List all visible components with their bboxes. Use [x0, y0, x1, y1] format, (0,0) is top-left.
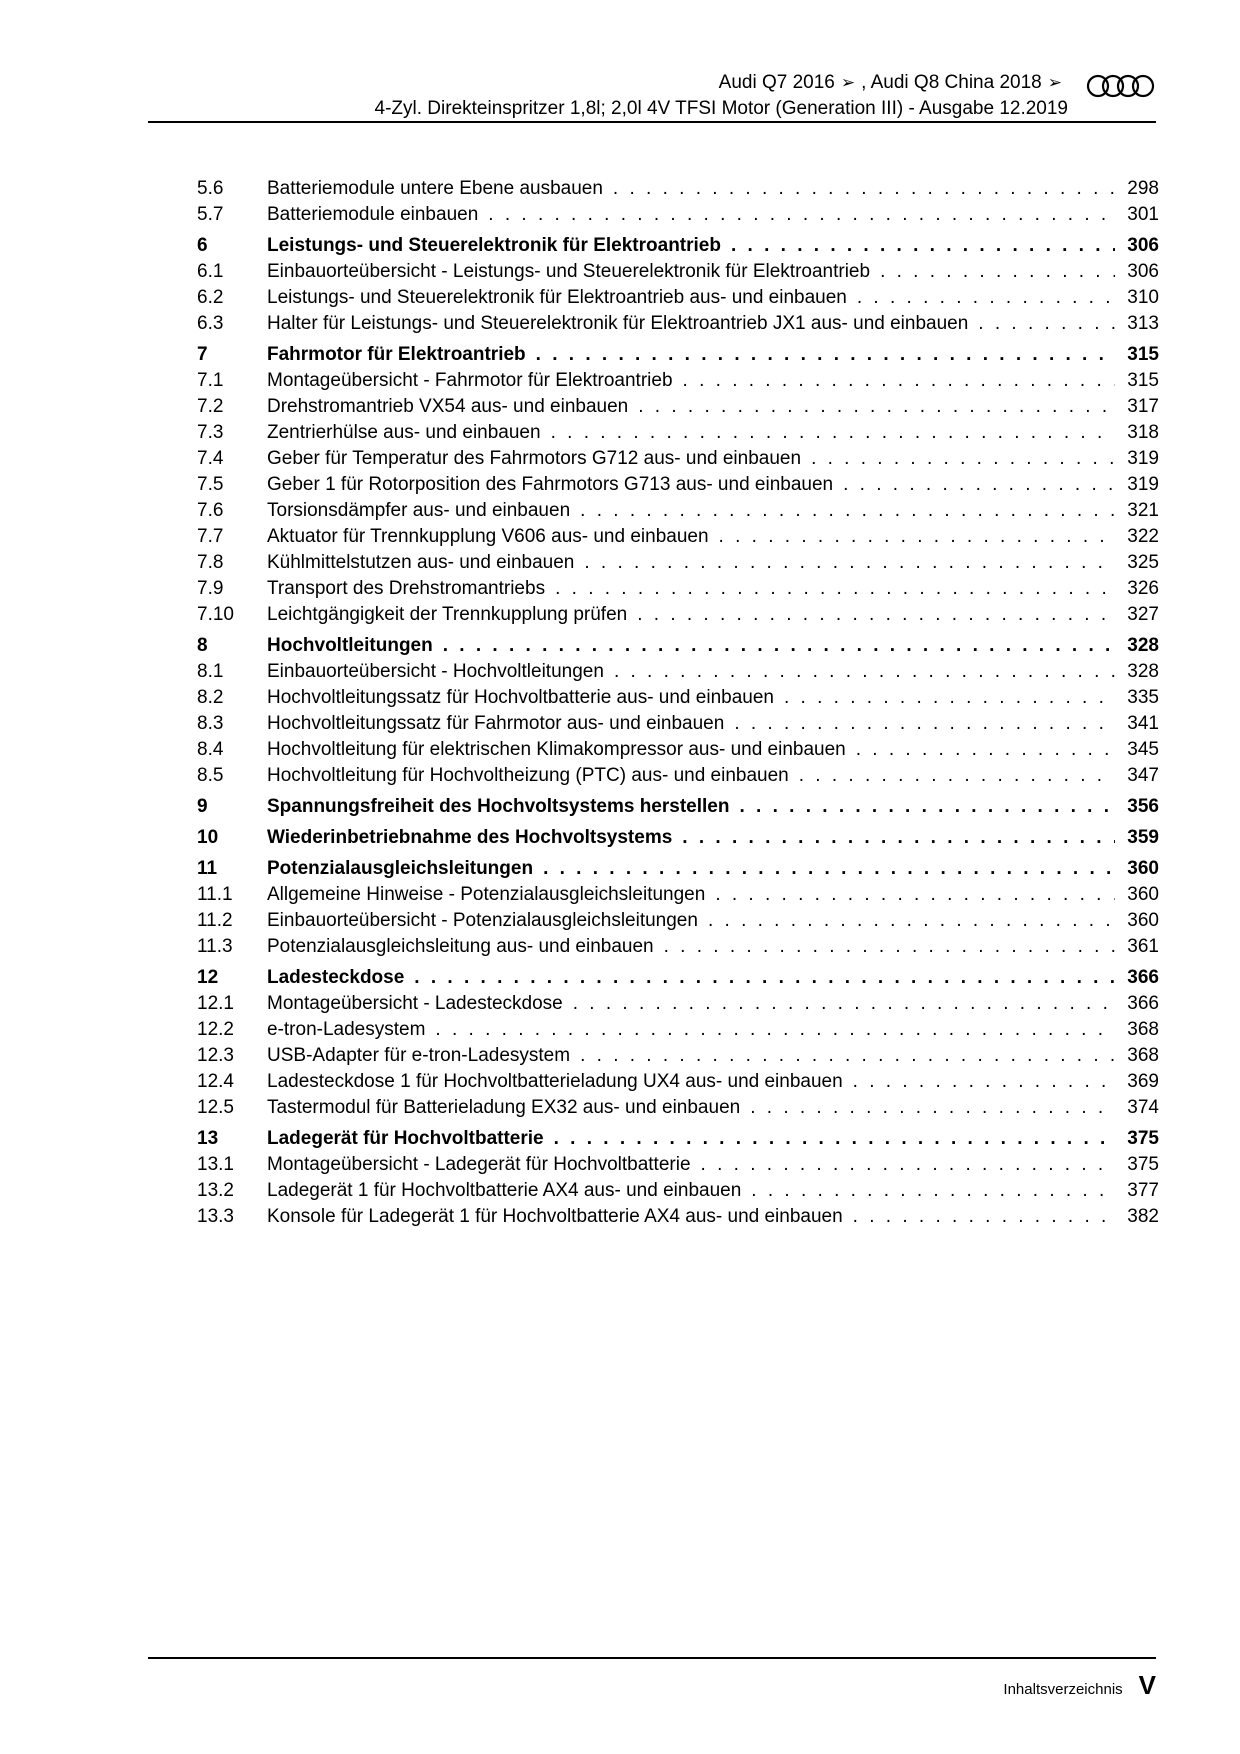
toc-dot-leader	[784, 685, 1115, 711]
toc-entry-number: 7.3	[197, 422, 224, 443]
toc-entry-page: 382	[1127, 1206, 1159, 1227]
toc-entry-title: Geber 1 für Rotorposition des Fahrmotors G713 aus- und einbauen	[267, 474, 834, 495]
toc-entry-page: 360	[1127, 910, 1159, 931]
toc-entry-title: Geber für Temperatur des Fahrmotors G712 aus- und einbauen	[267, 448, 802, 469]
toc-entry-page: 366	[1127, 993, 1159, 1014]
toc-entry-page: 306	[1127, 235, 1159, 256]
toc-entry-title: Kühlmittelstutzen aus- und einbauen	[267, 552, 575, 573]
toc-entry-number: 7.6	[197, 500, 224, 521]
toc-entry-title: Wiederinbetriebnahme des Hochvoltsystems	[267, 827, 673, 848]
toc-entry-number: 12.1	[197, 993, 234, 1014]
audi-rings-logo-icon	[1086, 74, 1156, 98]
toc-entry-row[interactable]	[197, 202, 1159, 228]
toc-entry-title: Torsionsdämpfer aus- und einbauen	[267, 500, 571, 521]
toc-entry-row[interactable]	[197, 446, 1159, 472]
toc-dot-leader	[543, 856, 1115, 882]
toc-entry-page: 366	[1127, 967, 1159, 988]
toc-entry-page: 360	[1127, 858, 1159, 879]
toc-entry-row[interactable]	[197, 737, 1159, 763]
toc-entry-page: 328	[1127, 661, 1159, 682]
arrow-icon: ➢	[840, 73, 856, 92]
toc-dot-leader	[701, 1152, 1115, 1178]
toc-entry-number: 7.9	[197, 578, 224, 599]
toc-dot-leader	[734, 711, 1115, 737]
toc-entry-row[interactable]	[197, 311, 1159, 337]
toc-entry-page: 315	[1127, 344, 1159, 365]
toc-dot-leader	[614, 659, 1115, 685]
toc-entry-number: 5.7	[197, 204, 224, 225]
toc-dot-leader	[637, 602, 1115, 628]
toc-entry-number: 6.2	[197, 287, 224, 308]
toc-entry-row[interactable]	[197, 1043, 1159, 1069]
toc-entry-number: 8.2	[197, 687, 224, 708]
toc-entry-number: 7.4	[197, 448, 224, 469]
toc-entry-title: USB-Adapter für e-tron-Ladesystem	[267, 1045, 571, 1066]
toc-dot-leader	[853, 1069, 1115, 1095]
toc-dot-leader	[414, 965, 1115, 991]
toc-entry-page: 325	[1127, 552, 1159, 573]
toc-entry-row[interactable]	[197, 472, 1159, 498]
toc-entry-number: 13	[197, 1128, 219, 1149]
toc-entry-page: 318	[1127, 422, 1159, 443]
toc-dot-leader	[719, 524, 1115, 550]
toc-entry-page: 313	[1127, 313, 1159, 334]
toc-dot-leader	[856, 737, 1115, 763]
toc-dot-leader	[664, 934, 1115, 960]
toc-entry-row[interactable]	[197, 711, 1159, 737]
toc-dot-leader	[613, 176, 1115, 202]
toc-entry-row[interactable]	[197, 394, 1159, 420]
toc-entry-number: 13.2	[197, 1180, 234, 1201]
toc-entry-row[interactable]	[197, 659, 1159, 685]
toc-entry-title: Hochvoltleitungen	[267, 635, 433, 656]
header-engine-line: 4-Zyl. Direkteinspritzer 1,8l; 2,0l 4V TFSI Motor (Generation III) - Ausgabe 12.2019	[374, 98, 1068, 119]
toc-chapter-row[interactable]	[197, 794, 1159, 820]
toc-entry-page: 310	[1127, 287, 1159, 308]
toc-entry-title: Konsole für Ladegerät 1 für Hochvoltbatterie AX4 aus- und einbauen	[267, 1206, 843, 1227]
toc-entry-number: 8	[197, 635, 208, 656]
toc-entry-title: Drehstromantrieb VX54 aus- und einbauen	[267, 396, 629, 417]
toc-dot-leader	[435, 1017, 1115, 1043]
toc-dot-leader	[488, 202, 1115, 228]
toc-entry-page: 356	[1127, 796, 1159, 817]
toc-entry-title: Fahrmotor für Elektroantrieb	[267, 344, 526, 365]
toc-entry-row[interactable]	[197, 1178, 1159, 1204]
toc-entry-page: 315	[1127, 370, 1159, 391]
toc-entry-row[interactable]	[197, 991, 1159, 1017]
toc-entry-title: Hochvoltleitung für elektrischen Klimakompressor aus- und einbauen	[267, 739, 846, 760]
toc-entry-number: 6	[197, 235, 208, 256]
toc-entry-page: 374	[1127, 1097, 1159, 1118]
toc-entry-number: 11	[197, 858, 218, 879]
toc-entry-number: 12	[197, 967, 219, 988]
toc-entry-page: 341	[1127, 713, 1159, 734]
toc-dot-leader	[580, 1043, 1115, 1069]
toc-entry-page: 347	[1127, 765, 1159, 786]
toc-dot-leader	[857, 285, 1115, 311]
toc-entry-title: Montageübersicht - Fahrmotor für Elektroantrieb	[267, 370, 673, 391]
toc-dot-leader	[811, 446, 1115, 472]
toc-entry-title: Zentrierhülse aus- und einbauen	[267, 422, 541, 443]
toc-entry-number: 11.3	[197, 936, 233, 957]
toc-dot-leader	[750, 1095, 1115, 1121]
toc-entry-number: 11.1	[197, 884, 233, 905]
toc-dot-leader	[580, 498, 1115, 524]
toc-entry-row[interactable]	[197, 1152, 1159, 1178]
toc-entry-number: 7.2	[197, 396, 224, 417]
toc-entry-page: 319	[1127, 474, 1159, 495]
header-model-q8: , Audi Q8 China 2018	[861, 72, 1042, 93]
toc-entry-number: 12.3	[197, 1045, 234, 1066]
toc-entry-number: 11.2	[197, 910, 233, 931]
toc-chapter-row[interactable]	[197, 342, 1159, 368]
toc-entry-title: Einbauorteübersicht - Hochvoltleitungen	[267, 661, 604, 682]
toc-dot-leader	[739, 794, 1115, 820]
header-divider	[148, 121, 1156, 123]
toc-entry-row[interactable]	[197, 1204, 1159, 1230]
toc-dot-leader	[683, 368, 1115, 394]
toc-entry-title: Ladegerät 1 für Hochvoltbatterie AX4 aus- und einbauen	[267, 1180, 742, 1201]
toc-entry-number: 10	[197, 827, 219, 848]
toc-dot-leader	[731, 233, 1115, 259]
footer-page-number: V	[1138, 1670, 1156, 1700]
toc-entry-title: Tastermodul für Batterieladung EX32 aus- und einbauen	[267, 1097, 741, 1118]
table-of-contents	[197, 176, 1159, 1230]
toc-entry-title: Ladesteckdose 1 für Hochvoltbatterieladung UX4 aus- und einbauen	[267, 1071, 843, 1092]
toc-entry-number: 8.1	[197, 661, 224, 682]
toc-entry-title: Hochvoltleitungssatz für Fahrmotor aus- und einbauen	[267, 713, 725, 734]
toc-entry-page: 375	[1127, 1154, 1159, 1175]
toc-entry-page: 322	[1127, 526, 1159, 547]
toc-entry-page: 368	[1127, 1045, 1159, 1066]
toc-entry-title: Potenzialausgleichsleitung aus- und einbauen	[267, 936, 654, 957]
toc-entry-row[interactable]	[197, 1069, 1159, 1095]
toc-entry-page: 328	[1127, 635, 1159, 656]
footer-section-label: Inhaltsverzeichnis	[1003, 1681, 1123, 1698]
toc-dot-leader	[853, 1204, 1115, 1230]
toc-dot-leader	[978, 311, 1115, 337]
toc-entry-title: Batteriemodule untere Ebene ausbauen	[267, 178, 603, 199]
toc-dot-leader	[551, 420, 1115, 446]
toc-entry-title: Hochvoltleitung für Hochvoltheizung (PTC) aus- und einbauen	[267, 765, 789, 786]
toc-entry-page: 361	[1127, 936, 1159, 957]
toc-entry-title: Potenzialausgleichsleitungen	[267, 858, 534, 879]
toc-entry-number: 13.1	[197, 1154, 234, 1175]
page-footer	[1003, 1670, 1156, 1701]
toc-dot-leader	[443, 633, 1115, 659]
toc-dot-leader	[751, 1178, 1115, 1204]
toc-entry-page: 360	[1127, 884, 1159, 905]
toc-entry-row[interactable]	[197, 602, 1159, 628]
toc-entry-row[interactable]	[197, 550, 1159, 576]
toc-entry-title: Ladesteckdose	[267, 967, 405, 988]
toc-entry-page: 345	[1127, 739, 1159, 760]
toc-dot-leader	[573, 991, 1115, 1017]
toc-entry-number: 12.2	[197, 1019, 234, 1040]
toc-entry-title: Montageübersicht - Ladegerät für Hochvoltbatterie	[267, 1154, 691, 1175]
toc-entry-row[interactable]	[197, 368, 1159, 394]
toc-entry-number: 12.4	[197, 1071, 234, 1092]
toc-chapter-row[interactable]	[197, 233, 1159, 259]
toc-entry-title: Allgemeine Hinweise - Potenzialausgleichsleitungen	[267, 884, 706, 905]
toc-entry-title: Spannungsfreiheit des Hochvoltsystems herstellen	[267, 796, 730, 817]
toc-entry-number: 7	[197, 344, 208, 365]
header-model-q7: Audi Q7 2016	[718, 72, 835, 93]
toc-chapter-row[interactable]	[197, 856, 1159, 882]
toc-entry-number: 7.5	[197, 474, 224, 495]
toc-entry-row[interactable]	[197, 934, 1159, 960]
toc-entry-page: 335	[1127, 687, 1159, 708]
toc-entry-page: 326	[1127, 578, 1159, 599]
toc-entry-page: 306	[1127, 261, 1159, 282]
toc-dot-leader	[584, 550, 1115, 576]
toc-entry-title: Einbauorteübersicht - Potenzialausgleichsleitungen	[267, 910, 698, 931]
toc-entry-title: Batteriemodule einbauen	[267, 204, 479, 225]
arrow-icon: ➢	[1047, 73, 1062, 92]
toc-dot-leader	[708, 908, 1115, 934]
toc-entry-title: Leistungs- und Steuerelektronik für Elektroantrieb	[267, 235, 721, 256]
toc-chapter-row[interactable]	[197, 633, 1159, 659]
toc-entry-page: 317	[1127, 396, 1159, 417]
toc-dot-leader	[638, 394, 1115, 420]
toc-entry-row[interactable]	[197, 908, 1159, 934]
toc-dot-leader	[554, 1126, 1115, 1152]
toc-entry-page: 321	[1127, 500, 1159, 521]
toc-entry-title: e-tron-Ladesystem	[267, 1019, 426, 1040]
toc-entry-number: 9	[197, 796, 208, 817]
toc-entry-title: Hochvoltleitungssatz für Hochvoltbatterie aus- und einbauen	[267, 687, 774, 708]
toc-entry-number: 7.10	[197, 604, 234, 625]
toc-dot-leader	[843, 472, 1115, 498]
toc-entry-row[interactable]	[197, 763, 1159, 789]
toc-entry-title: Aktuator für Trennkupplung V606 aus- und einbauen	[267, 526, 709, 547]
toc-dot-leader	[682, 825, 1115, 851]
toc-entry-title: Leichtgängigkeit der Trennkupplung prüfen	[267, 604, 628, 625]
toc-entry-row[interactable]	[197, 259, 1159, 285]
toc-entry-row[interactable]	[197, 498, 1159, 524]
toc-entry-row[interactable]	[197, 1095, 1159, 1121]
toc-entry-number: 7.7	[197, 526, 224, 547]
toc-entry-title: Leistungs- und Steuerelektronik für Elektroantrieb aus- und einbauen	[267, 287, 847, 308]
toc-entry-row[interactable]	[197, 176, 1159, 202]
toc-chapter-row[interactable]	[197, 825, 1159, 851]
toc-entry-title: Transport des Drehstromantriebs	[267, 578, 546, 599]
toc-entry-page: 359	[1127, 827, 1159, 848]
toc-entry-row[interactable]	[197, 420, 1159, 446]
page-header	[375, 70, 1068, 122]
toc-entry-page: 368	[1127, 1019, 1159, 1040]
toc-chapter-row[interactable]	[197, 1126, 1159, 1152]
toc-dot-leader	[555, 576, 1115, 602]
toc-dot-leader	[799, 763, 1115, 789]
toc-dot-leader	[536, 342, 1115, 368]
toc-entry-number: 13.3	[197, 1206, 234, 1227]
toc-entry-row[interactable]	[197, 285, 1159, 311]
toc-entry-row[interactable]	[197, 524, 1159, 550]
toc-entry-page: 319	[1127, 448, 1159, 469]
toc-entry-number: 6.1	[197, 261, 224, 282]
toc-entry-page: 375	[1127, 1128, 1159, 1149]
toc-entry-number: 8.3	[197, 713, 224, 734]
toc-entry-number: 5.6	[197, 178, 224, 199]
toc-entry-number: 12.5	[197, 1097, 234, 1118]
toc-entry-page: 301	[1127, 204, 1159, 225]
toc-dot-leader	[880, 259, 1115, 285]
toc-entry-page: 298	[1127, 178, 1159, 199]
toc-entry-number: 7.8	[197, 552, 224, 573]
toc-entry-title: Halter für Leistungs- und Steuerelektronik für Elektroantrieb JX1 aus- und einbauen	[267, 313, 969, 334]
toc-entry-page: 377	[1127, 1180, 1159, 1201]
toc-entry-number: 7.1	[197, 370, 224, 391]
toc-entry-number: 8.5	[197, 765, 224, 786]
toc-entry-row[interactable]	[197, 1017, 1159, 1043]
toc-entry-title: Ladegerät für Hochvoltbatterie	[267, 1128, 544, 1149]
toc-chapter-row[interactable]	[197, 965, 1159, 991]
footer-divider	[148, 1657, 1156, 1659]
toc-entry-row[interactable]	[197, 882, 1159, 908]
header-model-line	[375, 70, 1068, 96]
toc-entry-row[interactable]	[197, 685, 1159, 711]
toc-dot-leader	[715, 882, 1115, 908]
toc-entry-page: 369	[1127, 1071, 1159, 1092]
toc-entry-title: Montageübersicht - Ladesteckdose	[267, 993, 563, 1014]
toc-entry-page: 327	[1127, 604, 1159, 625]
toc-entry-number: 6.3	[197, 313, 224, 334]
toc-entry-number: 8.4	[197, 739, 224, 760]
toc-entry-row[interactable]	[197, 576, 1159, 602]
toc-entry-title: Einbauorteübersicht - Leistungs- und Steuerelektronik für Elektroantrieb	[267, 261, 871, 282]
